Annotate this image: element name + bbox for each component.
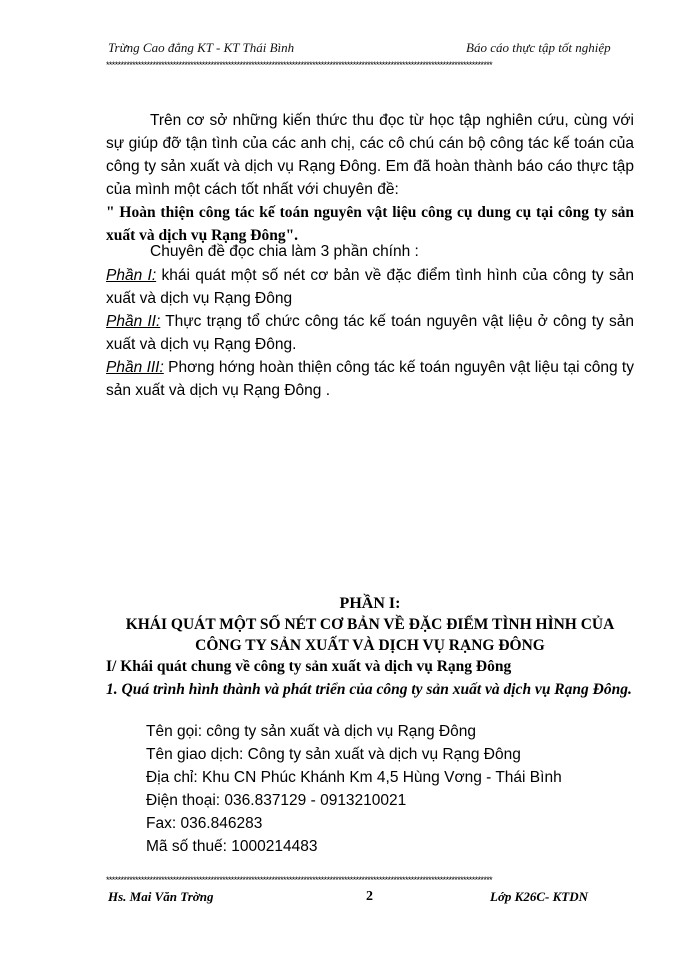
info-address: Địa chỉ: Khu CN Phúc Khánh Km 4,5 Hùng Vơng - Thái Bình — [146, 769, 562, 786]
info-name: Tên gọi: công ty sản xuất và dịch vụ Rạng Đông — [146, 723, 477, 740]
footer-author: Hs. Mai Văn Trờng — [108, 889, 214, 904]
section-heading-line2: CÔNG TY SẢN XUẤT VÀ DỊCH VỤ RẠNG ĐÔNG — [195, 637, 545, 654]
part-2-item — [106, 310, 634, 356]
part-3-text: Phơng hớng hoàn thiện công tác kế toán nguyên vật liệu tại công ty sản xuất và dịch vụ Rạng Đông . — [106, 359, 634, 399]
part-3-label: Phần III: — [106, 359, 164, 376]
part-title: PHẦN I: — [339, 595, 401, 612]
info-tax-code: Mã số thuế: 1000214483 — [146, 838, 318, 855]
topic-title: " Hoàn thiện công tác kế toán nguyên vật liệu công cụ dung cụ tại công ty sản xuất và dịch vụ Rạng Đông". — [106, 204, 634, 244]
footer-class: Lớp K26C- KTDN — [490, 889, 588, 904]
info-phone: Điện thoại: 036.837129 - 0913210021 — [146, 792, 407, 809]
part-2-label: Phần II: — [106, 313, 161, 330]
info-fax: Fax: 036.846283 — [146, 815, 263, 832]
intro-paragraph: Trên cơ sở những kiến thức thu đọc từ học tập nghiên cứu, cùng với sự giúp đỡ tận tình của các anh chị, các cô chú cán bộ công tác kế toán của công ty sản xuất và dịch vụ Rạng Đông. Em đã hoàn thành báo cáo thực tập của mình một cách tốt nhất với chuyên đề: — [106, 112, 634, 198]
section-heading-line1: KHÁI QUÁT MỘT SỐ NÉT CƠ BẢN VỀ ĐẶC ĐIỂM TÌNH HÌNH CỦA — [125, 616, 615, 633]
subheading-general: I/ Khái quát chung về công ty sản xuất và dịch vụ Rạng Đông — [106, 658, 512, 675]
subheading-history: 1. Quá trình hình thành và phát triển của công ty sản xuất và dịch vụ Rạng Đông. — [106, 681, 632, 698]
header-school: Trừng Cao đẳng KT - KT Thái Bình — [108, 40, 295, 55]
part-1-label: Phần I: — [106, 267, 157, 284]
header-divider: ************************************************************************************************************************************* — [106, 60, 493, 70]
header-report-title: Báo cáo thực tập tốt nghiệp — [466, 40, 611, 55]
footer-divider: ************************************************************************************************************************************* — [106, 875, 493, 885]
part-2-text: Thực trạng tổ chức công tác kế toán nguyên vật liệu ở công ty sản xuất và dịch vụ Rạng Đông. — [106, 313, 634, 353]
part-1-text: khái quát một số nét cơ bản về đặc điểm tình hình của công ty sản xuất và dịch vụ Rạng Đông — [106, 267, 634, 307]
page-number: 2 — [366, 889, 373, 904]
part-3-item — [106, 356, 634, 402]
chapters-intro: Chuyên đề đọc chia làm 3 phần chính : — [150, 243, 419, 260]
info-trade-name: Tên giao dịch: Công ty sản xuất và dịch vụ Rạng Đông — [146, 746, 521, 763]
part-1-item — [106, 264, 634, 310]
